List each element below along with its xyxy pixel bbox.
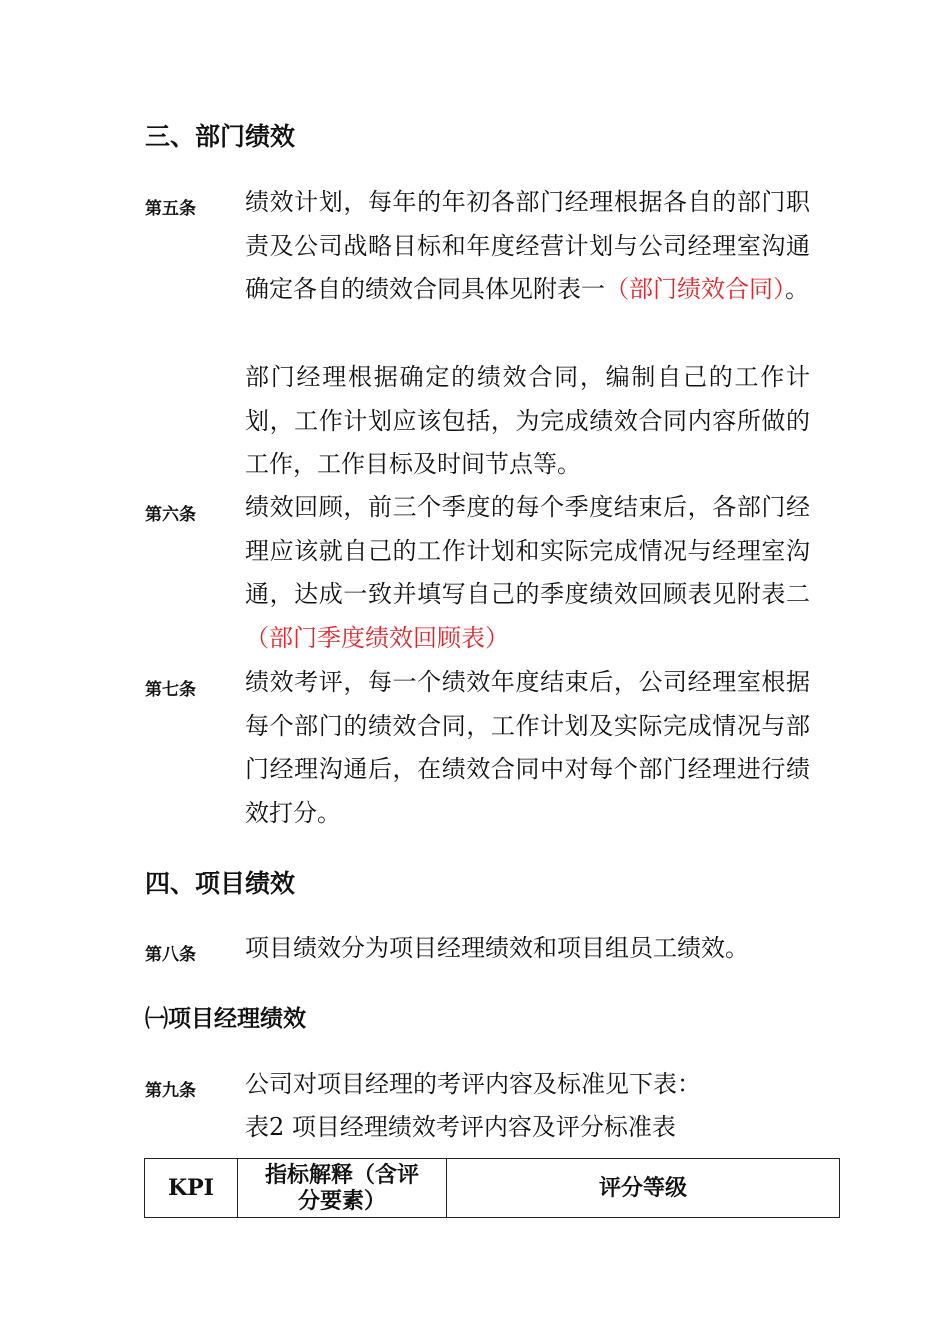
article-6-text: 绩效回顾，前三个季度的每个季度结束后，各部门经理应该就自己的工作计划和实际完成情况与经理室沟通，达成一致并填写自己的季度绩效回顾表见附表二: [245, 493, 810, 608]
article-9-paragraph: 公司对项目经理的考评内容及标准见下表：: [245, 1070, 701, 1098]
header-explain-line-1: 指标解释（含评: [264, 1162, 419, 1188]
article-label-6: 第六条: [145, 505, 196, 525]
article-5-end: 。: [785, 275, 809, 303]
article-5-paragraph-1: [245, 181, 810, 312]
kpi-table: [144, 1158, 840, 1218]
article-label-7: 第七条: [145, 680, 196, 700]
article-5-text: 绩效计划，每年的年初各部门经理根据各自的部门职责及公司战略目标和年度经营计划与公司经理室沟通确定各自的绩效合同具体见附表一: [245, 188, 810, 303]
article-5-red-ref: （部门绩效合同）: [605, 275, 785, 303]
article-7-paragraph: 绩效考评，每一个绩效年度结束后，公司经理室根据每个部门的绩效合同，工作计划及实际完成情况与部门经理沟通后，在绩效合同中对每个部门经理进行绩效打分。: [245, 668, 810, 827]
header-explain: [238, 1159, 447, 1218]
table-caption: 表2 项目经理绩效考评内容及评分标准表: [245, 1113, 676, 1141]
article-6-red-ref: （部门季度绩效回顾表）: [245, 623, 509, 652]
header-grade: 评分等级: [447, 1159, 840, 1218]
subsection-title-pm: ㈠项目经理绩效: [145, 1006, 306, 1032]
section-title-dept: 三、部门绩效: [145, 122, 296, 151]
article-label-5: 第五条: [145, 199, 196, 219]
section-title-project: 四、项目绩效: [145, 869, 296, 898]
header-kpi: KPI: [145, 1159, 238, 1218]
article-label-8: 第八条: [145, 945, 196, 965]
table-header-row: [145, 1159, 840, 1218]
header-explain-line-2: 分要素）: [297, 1188, 386, 1214]
article-5-paragraph-2: 部门经理根据确定的绩效合同，编制自己的工作计划，工作计划应该包括，为完成绩效合同内容所做的工作，工作目标及时间节点等。: [245, 363, 810, 478]
article-8-paragraph: 项目绩效分为项目经理绩效和项目组员工绩效。: [245, 934, 749, 962]
article-6-paragraph: [245, 486, 810, 660]
article-label-9: 第九条: [145, 1081, 196, 1101]
